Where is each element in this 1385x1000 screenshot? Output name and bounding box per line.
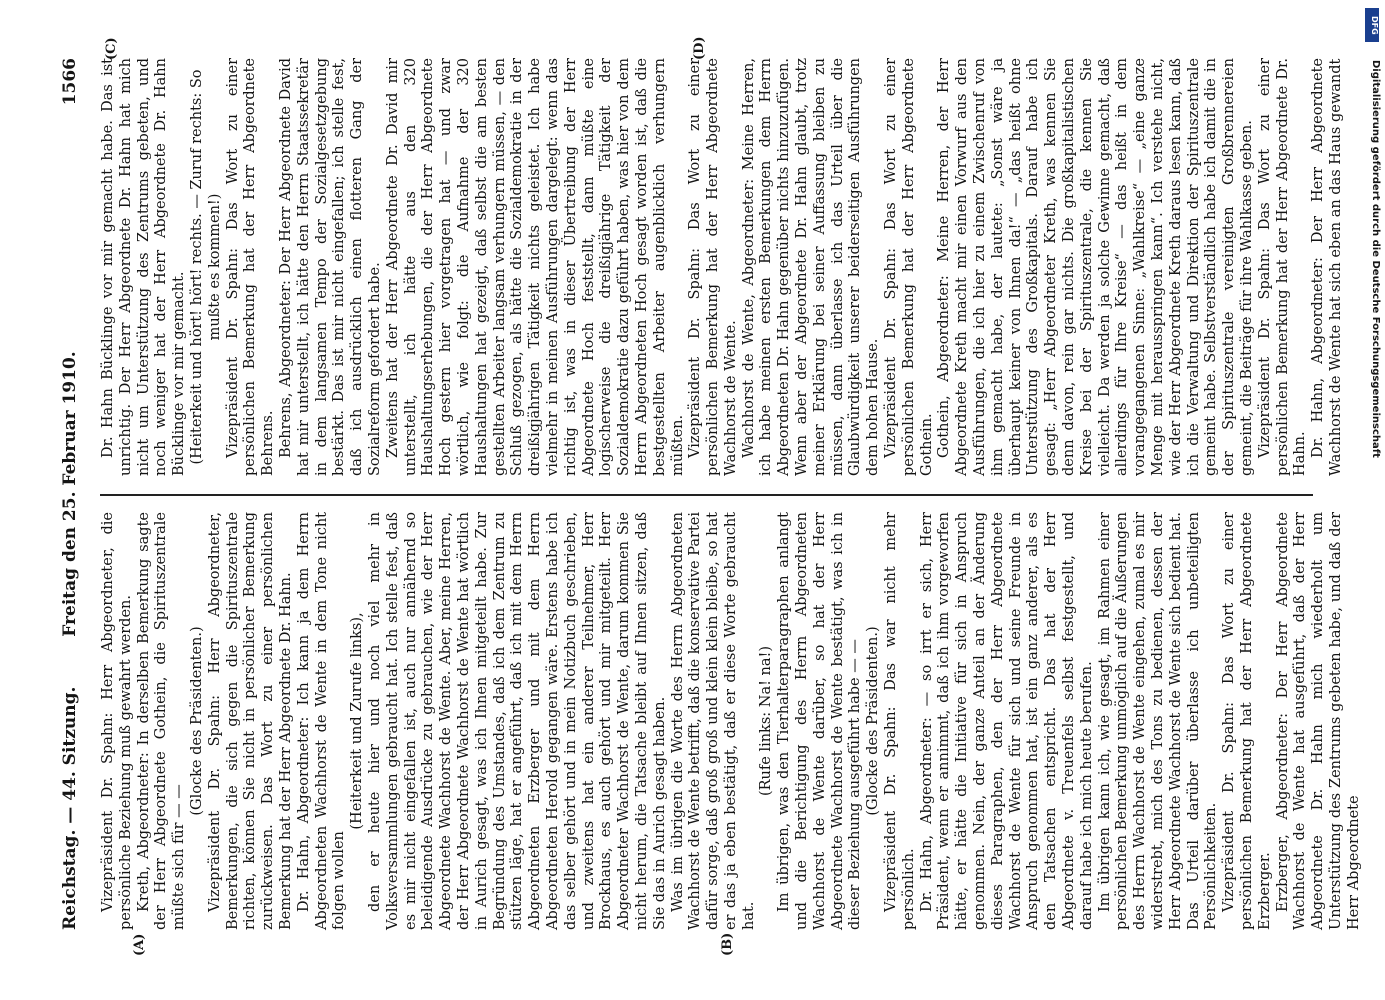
- right-column-paragraph: Vizepräsident Dr. Spahn: Das Wort zu einer persönlichen Bemerkung hat der Herr Abgeordnete Gothein.: [883, 58, 935, 476]
- right-column-paragraph: Dr. Hahn Bücklinge vor mir gemacht habe. Das ist unrichtig. Der Herr Abgeordnete Dr. Hahn hat mich nicht um Unterstützung des Zentrums gebeten, und noch weniger hat der Herr Abgeordnete Dr. Hahn Bücklinge vor mir gemacht.: [100, 58, 188, 476]
- left-column-paragraph: Vizepräsident Dr. Spahn: Herr Abgeordneter, die persönliche Beziehung muß gewahrt werden.: [100, 512, 134, 930]
- right-column-paragraph: Behrens, Abgeordneter: Der Herr Abgeordnete David hat mir unterstellt, ich hätte den Herrn Staatssekretär in dem langsamen Tempo der Sozialgesetzgebung bestärkt. Das ist mir nicht eingefallen; ich stelle fest, daß ich ausdrücklich einen flotteren Gang der Sozialreform gefordert habe.: [277, 58, 383, 476]
- left-column-paragraph: Was im übrigen die Worte des Herrn Abgeordneten Wachhorst de Wente betrifft, daß die konservative Partei dafür sorge, daß groß groß und klein klein bleibe, so hat er das ja eben bestätigt, daß er diese Worte gebraucht hat.: [669, 512, 757, 930]
- left-column-paragraph: Im übrigen, was den Tierhalterparagraphen anlangt und die Berichtigung des Herrn Abgeordneten Wachhorst de Wente darüber, so hat der Herr Abgeordnete Wachhorst de Wente bestätigt, was ich in dieser Beziehung ausgeführt habe — —: [776, 512, 864, 930]
- margin-marker-b: (B): [720, 932, 735, 956]
- left-column-paragraph: Dr. Hahn, Abgeordneter: Ich kann ja dem Herrn Abgeordneten Wachhorst de Wente in dem Tone nicht folgen wollen: [295, 512, 348, 930]
- right-column-paragraph: Zweitens hat der Herr Abgeordnete Dr. David mir unterstellt, ich hätte aus den 320 Haushaltungserhebungen, die der Herr Abgeordnete Hoch gestern hier vorgetragen hat — und zwar wörtlich, wie folgt: die Aufnahme der 320 Haushaltungen hat gezeigt, daß selbst die am besten gestellten Arbeiter langsam verhungern müssen, — den Schluß gezogen, als hätte die Sozialdemokratie in der dreißigjährigen Tätigkeit nichts geleistet. Ich habe vielmehr in meinen Ausführungen dargelegt: wenn das richtig ist, was in dieser Übertreibung der Herr Abgeordnete Hoch feststellt, dann müßte eine logischerweise die dreißigjährige Tätigkeit der Sozialdemokratie dazu geführt haben, was hier von dem Herrn Abgeordneten Hoch gesagt worden ist, daß die bestgestellten Arbeiter augenblicklich verhungern müßten.: [384, 58, 686, 476]
- left-column-paragraph: Vizepräsident Dr. Spahn: Herr Abgeordneter, Bemerkungen, die sich gegen die Spirituszentrale richten, können Sie nicht in persönlicher Bemerkung zurückweisen. Das Wort zu einer persönlichen Bemerkung hat der Herr Abgeordnete Dr. Hahn.: [206, 512, 294, 930]
- left-column-paragraph: Vizepräsident Dr. Spahn: Das Wort zu einer persönlichen Bemerkung hat der Herr Abgeordnete Erzberger.: [1221, 512, 1273, 930]
- left-column-paragraph: Dr. Hahn, Abgeordneter: — so irrt er sich, Herr Präsident, wenn er annimmt, daß ich ihm vorgeworfen hätte, er hätte die Initiative für sich in Anspruch genommen. Nein, der ganze Anteil an der Änderung dieses Paragraphen, den der Herr Abgeordnete Wachhorst de Wente für sich und seine Freunde in Anspruch genommen hat, ist ein ganz anderer, als es den Tatsachen entspricht. Das hat der Herr Abgeordnete v. Treuenfels selbst festgestellt, und darauf habe ich mich heute berufen.: [918, 512, 1095, 930]
- right-column-paragraph: Vizepräsident Dr. Spahn: Das Wort zu einer persönlichen Bemerkung hat der Herr Abgeordnete Behrens.: [224, 58, 277, 476]
- text-column-right: [100, 58, 1344, 476]
- left-column-paragraph: (Glocke des Präsidenten.): [188, 626, 205, 816]
- left-column-paragraph: (Glocke des Präsidenten.): [865, 626, 882, 816]
- left-column-paragraph: Im übrigen kann ich, wie gesagt, im Rahmen einer persönlichen Bemerkung unmöglich auf die Äußerungen des Herrn Wachhorst de Wente eingehen, zumal es mir widerstrebt, mich des Tons zu bedienen, dessen der Herr Abgeordnete Wachhorst de Wente sich bedient hat. Das Urteil darüber überlasse ich unbeteiligten Persönlichkeiten.: [1096, 512, 1220, 930]
- header-session: Reichstag. — 44. Sitzung.: [60, 686, 80, 930]
- margin-marker-a: (A): [132, 933, 147, 956]
- left-column-paragraph: Kreth, Abgeordneter: In derselben Bemerkung sagte der Herr Abgeordnete Gothein, die Spirituszentrale müßte sich für — —: [135, 512, 188, 930]
- credit-text: Digitalisierung gefördert durch die Deutsche Forschungsgemeinschaft: [1370, 60, 1381, 458]
- text-column-left: [100, 512, 1362, 930]
- right-column-paragraph: Wachhorst de Wente, Abgeordneter: Meine Herren, ich habe meinen ersten Bemerkungen dem Herrn Abgeordneten Dr. Hahn gegenüber nichts hinzuzufügen. Wenn aber der Abgeordnete Dr. Hahn glaubt, trotz meiner Erklärung bei seiner Auffassung bleiben zu müssen, dann überlasse ich das Urteil über die Glaubwürdigkeit unserer beiderseitigen Ausführungen dem hohen Hause.: [740, 58, 882, 476]
- right-column-paragraph: Dr. Hahn, Abgeordneter: Der Herr Abgeordnete Wachhorst de Wente hat sich eben an das Haus gewandt: [1310, 58, 1344, 476]
- left-column-paragraph: (Rufe links: Na! na!): [758, 645, 775, 797]
- left-column-paragraph: (Heiterkeit und Zurufe links),: [349, 612, 366, 830]
- right-column-paragraph: Vizepräsident Dr. Spahn: Das Wort zu einer persönlichen Bemerkung hat der Herr Abgeordnete Dr. Hahn.: [1256, 58, 1309, 476]
- margin-marker-d: (D): [692, 36, 707, 60]
- right-column-paragraph: Vizepräsident Dr. Spahn: Das Wort zu einer persönlichen Bemerkung hat der Herr Abgeordnete Wachhorst de Wente.: [687, 58, 739, 476]
- left-column-paragraph: den er heute hier und noch viel mehr in Volksversammlungen gebraucht hat. Ich stelle fest, daß es mir nicht eingefallen ist, auch nur annähernd so beleidigende Ausdrücke zu gebrauchen, wie der Herr Abgeordnete Wachhorst de Wente. Aber, meine Herren, der Herr Abgeordnete Wachhorst de Wente hat wörtlich in Aurich gesagt, was ich Ihnen mitgeteilt habe. Zur Begründung des Umstandes, daß ich dem Zentrum zu stützen läge, hat er angeführt, daß ich mit dem Herrn Abgeordneten Erzberger und mit dem Herrn Abgeordneten Herold gegangen wäre. Erstens habe ich das selber gehört und in mein Notizbuch geschrieben, und zweitens hat ein anderer Teilnehmer, Herr Brockhaus, es auch gehört und mir mitgeteilt. Herr Abgeordneter Wachhorst de Wente, darum kommen Sie nicht herum, die Tatsache bleibt auf Ihnen sitzen, daß Sie das in Aurich gesagt haben.: [366, 512, 668, 930]
- column-divider: [100, 494, 1313, 496]
- digitization-credit: [1345, 60, 1385, 940]
- page-header: [60, 58, 88, 930]
- left-column-paragraph: Erzberger, Abgeordneter: Der Herr Abgeordnete Wachhorst de Wente hat ausgeführt, daß der Herr Abgeordnete Dr. Hahn mich wiederholt um Unterstützung des Zentrums gebeten habe, und daß der Herr Abgeordnete: [1274, 512, 1362, 930]
- page-number: 1566: [60, 58, 80, 106]
- dfg-logo: DFG: [1365, 8, 1379, 42]
- left-column-paragraph: Vizepräsident Dr. Spahn: Das war nicht mehr persönlich.: [883, 512, 917, 930]
- right-column-paragraph: Gothein, Abgeordneter: Meine Herren, der Herr Abgeordnete Kreth macht mir einen Vorwurf aus den Ausführungen, die ich hier zu einem Zwischenruf von ihm gemacht habe, der lautete: „Sonst wäre ja überhaupt keiner von Ihnen da!“ — „das heißt ohne Unterstützung des Großkapitals. Darauf habe ich gesagt: „Herr Abgeordneter Kreth, was kennen Sie denn davon, rein gar nichts. Die großkapitalistischen Kreise bei der Spirituszentrale, die kennen Sie vielleicht. Da werden ja solche Gewinne gemacht, daß allerdings für Ihre Kreise“ — das heißt in dem vorangegangenen Sinne: „Wahlkreise“ — „eine ganze Menge mit herausspringen kann“. Ich verstehe nicht, wie der Herr Abgeordnete Kreth daraus lesen kann, daß ich die Verwaltung und Direktion der Spirituszentrale gemeint habe. Selbstverständlich habe ich damit die in der Spirituszentrale vereinigten Großbrennereien gemeint, die Beiträge für ihre Wahlkasse geben.: [936, 58, 1255, 476]
- header-date: Freitag den 25. Februar 1910.: [60, 351, 80, 637]
- right-column-paragraph: (Heiterkeit und hört! hört! rechts. — Zuruf rechts: So mußte es kommen!): [188, 69, 223, 465]
- margin-marker-c: (C): [104, 37, 119, 60]
